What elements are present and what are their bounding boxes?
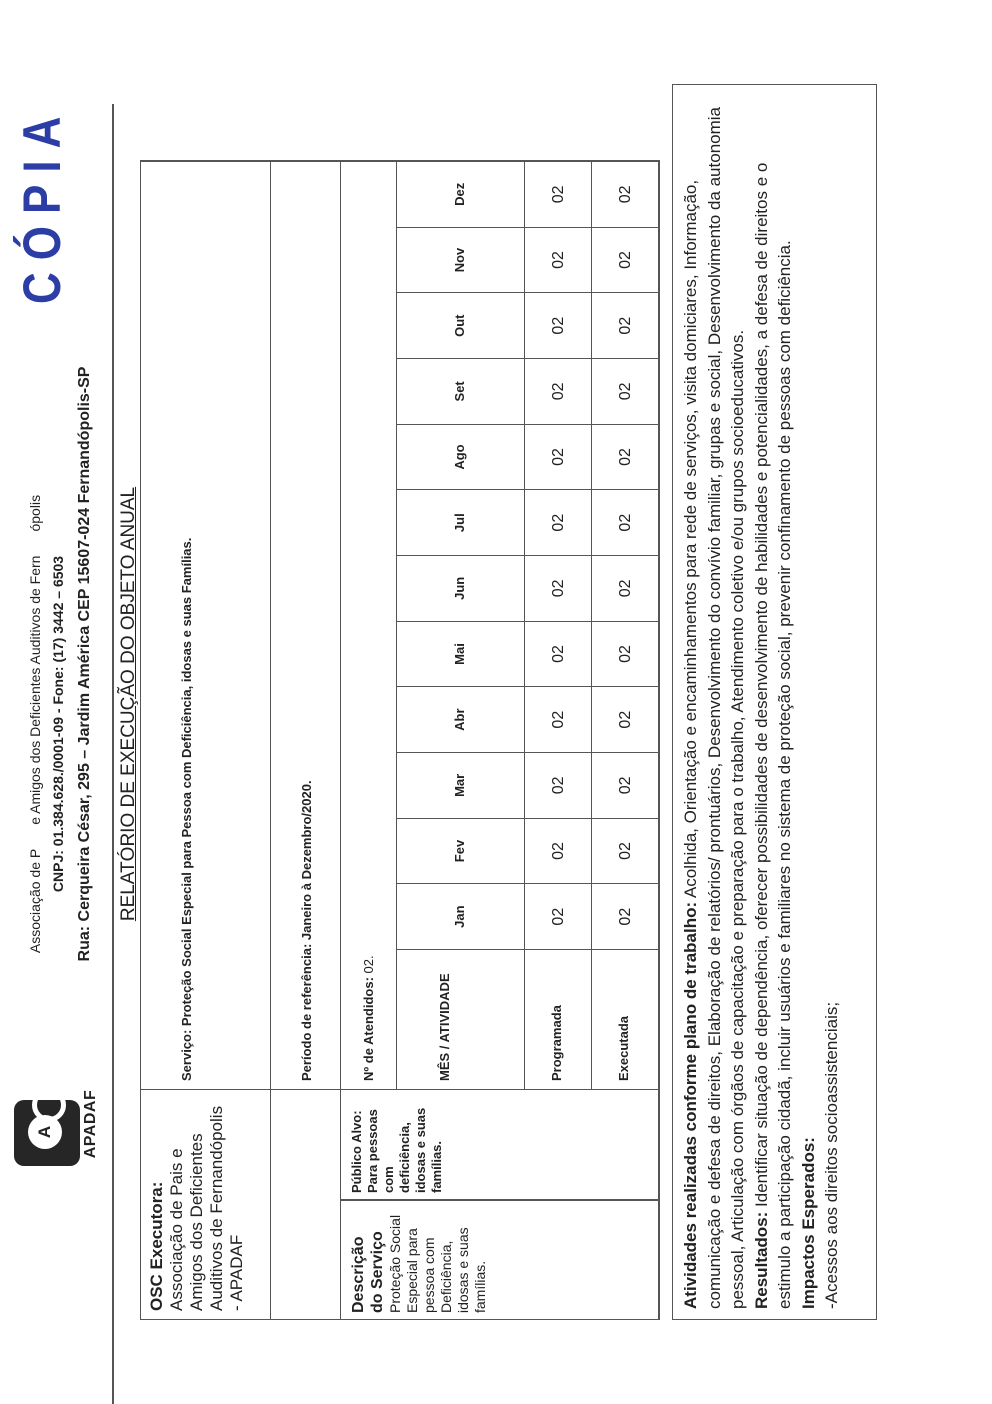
month-label: Mar bbox=[452, 773, 467, 797]
executada-value-cell bbox=[592, 818, 659, 884]
month-label: Abr bbox=[452, 708, 467, 731]
programada-value-cell bbox=[525, 227, 592, 293]
programada-value-cell bbox=[525, 489, 592, 555]
month-label: Dez bbox=[452, 182, 467, 206]
month-label: Set bbox=[452, 381, 467, 402]
count-value: 02 bbox=[549, 448, 567, 466]
logo-ring bbox=[32, 1088, 66, 1122]
logo-letter: A bbox=[28, 1115, 62, 1149]
month-label: Jan bbox=[452, 905, 467, 928]
header-rule bbox=[112, 104, 114, 1404]
report-title: RELATÓRIO DE EXECUÇÃO DO OBJETO ANUAL bbox=[118, 486, 139, 922]
count-value: 02 bbox=[549, 776, 567, 795]
descricao-cell bbox=[341, 1089, 659, 1319]
executada-value-cell bbox=[592, 424, 659, 490]
atividades-label: Atividades realizadas conforme plano de trabalho: bbox=[681, 901, 700, 1309]
descricao-block bbox=[349, 1213, 489, 1313]
programada-value-cell bbox=[525, 621, 592, 687]
month-header-cell bbox=[397, 883, 525, 949]
executada-value-cell bbox=[592, 555, 659, 621]
programada-label-cell bbox=[525, 949, 592, 1089]
impactos-label: Impactos Esperados: bbox=[798, 1137, 818, 1309]
executada-value-cell bbox=[592, 358, 659, 424]
logo-text: APADAF bbox=[82, 1089, 99, 1159]
atividades-text: Acolhida, Orientação e encaminhamentos para rede de serviços, visita domiciares, Informação, comunicação e defesa de direitos, Elaboração de relatórios/ prontuários, Desenvolvimento do convívio familiar, grupas e social, Desenvolvimento da autonomia pessoal, Articulação com órgãos de capacitação e preparação para o trabalho, Atendimento coletivo e/ou grupos socioeducativos. bbox=[681, 107, 747, 1309]
count-value: 02 bbox=[616, 842, 634, 860]
descricao-text: Proteção Social Especial para pessoa com Deficiência, idosas e suas famílias. bbox=[387, 1214, 488, 1313]
month-header-cell bbox=[397, 161, 525, 227]
count-value: 02 bbox=[616, 185, 634, 204]
activities-paragraph bbox=[672, 84, 877, 1320]
programada-label: Programada bbox=[549, 1005, 564, 1081]
periodo-cell bbox=[271, 161, 341, 1089]
servico-text: Serviço: Proteção Social Especial para Pessoa com Deficiência, idosas e suas Famílias. bbox=[179, 537, 194, 1081]
count-value: 02 bbox=[616, 448, 634, 466]
count-value: 02 bbox=[549, 907, 567, 926]
programada-value-cell bbox=[525, 555, 592, 621]
executada-value-cell bbox=[592, 752, 659, 818]
month-label: Out bbox=[452, 314, 467, 337]
programada-value-cell bbox=[525, 358, 592, 424]
programada-value-cell bbox=[525, 818, 592, 884]
scan-blot bbox=[26, 532, 40, 556]
osc-text bbox=[147, 1097, 247, 1311]
count-value: 02 bbox=[616, 382, 634, 401]
servico-cell bbox=[141, 161, 271, 1089]
count-value: 02 bbox=[549, 185, 567, 204]
scan-blot bbox=[26, 825, 40, 849]
apadaf-logo bbox=[8, 1074, 108, 1174]
executada-value-cell bbox=[592, 489, 659, 555]
executada-value-cell bbox=[592, 292, 659, 358]
count-value: 02 bbox=[549, 251, 567, 269]
count-value: 02 bbox=[616, 776, 634, 795]
programada-value-cell bbox=[525, 292, 592, 358]
count-value: 02 bbox=[549, 710, 567, 729]
month-label: Fev bbox=[452, 839, 467, 863]
mes-label-cell bbox=[397, 949, 525, 1089]
count-value: 02 bbox=[616, 645, 634, 663]
executada-value-cell bbox=[592, 621, 659, 687]
month-header-cell bbox=[397, 424, 525, 490]
atendidos-value: 02. bbox=[361, 955, 376, 974]
count-value: 02 bbox=[549, 579, 567, 598]
header-cnpj: CNPJ: 01.384.628./0001-09 - Fone: (17) 3442 – 6503 bbox=[50, 555, 66, 893]
count-value: 02 bbox=[616, 579, 634, 598]
month-header-cell bbox=[397, 621, 525, 687]
blank-cell bbox=[271, 1089, 341, 1319]
resultados-label: Resultados: bbox=[751, 1211, 771, 1309]
impactos-text: -Acessos aos direitos socioassistenciais; bbox=[822, 1001, 841, 1309]
month-label: Mai bbox=[452, 643, 467, 665]
count-value: 02 bbox=[616, 251, 634, 269]
month-header-cell bbox=[397, 489, 525, 555]
count-value: 02 bbox=[549, 513, 567, 532]
descricao-title: Descrição do Serviço bbox=[350, 1231, 386, 1313]
executada-value-cell bbox=[592, 227, 659, 293]
osc-value: Associação de Pais e Amigos dos Deficientes Auditivos de Fernandópolis - APADAF bbox=[167, 1105, 246, 1311]
resultados-text: Identificar situação de dependência, oferecer possibilidades de desenvolvimento de habilidades e potencialidades, a defesa de direitos e o estimulo a participação cidadã, incluir usuários e familiares no sistema de proteção social, prevenir confinamento de pessoas com deficiência. bbox=[751, 162, 794, 1309]
logo-mark bbox=[14, 1100, 80, 1166]
programada-value-cell bbox=[525, 424, 592, 490]
month-header-cell bbox=[397, 358, 525, 424]
month-label: Jul bbox=[452, 513, 467, 533]
executada-label-cell bbox=[592, 949, 659, 1089]
count-value: 02 bbox=[549, 382, 567, 401]
programada-value-cell bbox=[525, 883, 592, 949]
header-org-name-part1: Associação de P bbox=[27, 848, 43, 954]
count-value: 02 bbox=[549, 842, 567, 860]
count-value: 02 bbox=[549, 316, 567, 335]
count-value: 02 bbox=[549, 645, 567, 663]
month-label: Jun bbox=[452, 576, 467, 600]
month-header-cell bbox=[397, 818, 525, 884]
month-header-cell bbox=[397, 227, 525, 293]
month-header-cell bbox=[397, 686, 525, 752]
descricao-divider bbox=[341, 1200, 659, 1202]
count-value: 02 bbox=[616, 513, 634, 532]
programada-value-cell bbox=[525, 752, 592, 818]
header-org-name-part3: ópolis bbox=[27, 494, 43, 532]
count-value: 02 bbox=[616, 907, 634, 926]
executada-label: Executada bbox=[616, 1015, 631, 1081]
report-table bbox=[140, 160, 660, 1320]
count-value: 02 bbox=[616, 316, 634, 335]
executada-value-cell bbox=[592, 883, 659, 949]
osc-cell bbox=[141, 1089, 271, 1319]
header-org-name-part2: e Amigos dos Deficientes Auditivos de Fern bbox=[27, 555, 43, 825]
header-org-name bbox=[26, 404, 43, 1044]
atendidos-text bbox=[361, 955, 376, 1081]
month-label: Ago bbox=[452, 444, 467, 470]
mes-label: MÊS / ATIVIDADE bbox=[437, 973, 452, 1081]
programada-value-cell bbox=[525, 686, 592, 752]
count-value: 02 bbox=[616, 710, 634, 729]
month-header-cell bbox=[397, 752, 525, 818]
programada-value-cell bbox=[525, 161, 592, 227]
atendidos-cell bbox=[341, 161, 397, 1089]
month-header-cell bbox=[397, 555, 525, 621]
publico-alvo: Público Alvo: Para pessoas com deficiência, idosas e suas famílias. bbox=[349, 1107, 444, 1193]
atendidos-label: Nº de Atendidos: bbox=[361, 977, 376, 1081]
osc-label: OSC Executora: bbox=[147, 1181, 166, 1311]
copia-stamp: CÓPIA bbox=[12, 104, 72, 304]
executada-value-cell bbox=[592, 161, 659, 227]
month-label: Nov bbox=[452, 247, 467, 273]
header-address: Rua: Cerqueira César, 295 – Jardim América CEP 15607-024 Fernandópolis-SP bbox=[76, 366, 93, 962]
periodo-text: Período de referência: Janeiro à Dezembro/2020. bbox=[299, 780, 314, 1081]
executada-value-cell bbox=[592, 686, 659, 752]
month-header-cell bbox=[397, 292, 525, 358]
